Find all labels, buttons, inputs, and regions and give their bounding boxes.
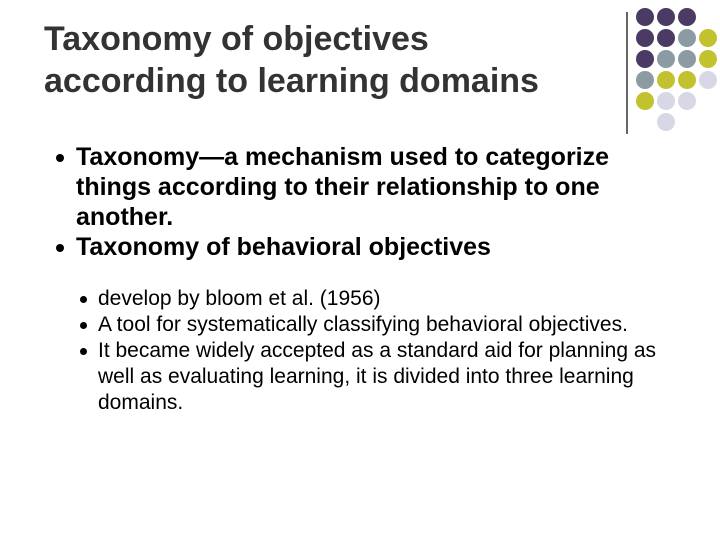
slide-title [44,18,624,102]
deco-dot-purple [636,50,654,68]
deco-dot-slate [678,50,696,68]
sub-bullet-item [78,338,678,416]
deco-dot-purple [636,8,654,26]
main-bullet-item [52,232,652,262]
main-bullet-text: Taxonomy—a mechanism used to categorize things according to their relationship to one another. [76,143,610,231]
sub-bullet-list [78,286,678,416]
bullet-dot-icon [56,154,64,162]
deco-dot-purple [678,8,696,26]
bullet-dot-icon [80,322,87,329]
sub-bullet-text: It became widely accepted as a standard aid for planning as well as evaluating learning, it is divided into three learning domains. [98,339,657,414]
title-line-2: according to learning domains [44,62,539,100]
sub-bullet-item [78,312,678,338]
deco-dot-slate [678,29,696,47]
deco-dot-olive [657,71,675,89]
deco-dot-lavender [657,113,675,131]
deco-dot-lavender [657,92,675,110]
title-line-1: Taxonomy of objectives [44,20,429,58]
main-bullet-item [52,142,652,232]
bullet-dot-icon [80,296,87,303]
deco-dot-lavender [678,92,696,110]
main-bullet-list [52,142,652,262]
deco-dot-purple [657,8,675,26]
deco-dot-olive [699,50,717,68]
main-bullet-text: Taxonomy of behavioral objectives [76,233,491,261]
deco-dot-lavender [699,71,717,89]
bullet-dot-icon [56,244,64,252]
deco-dot-olive [636,92,654,110]
sub-bullet-text: develop by bloom et al. (1956) [98,287,381,310]
deco-dot-purple [657,29,675,47]
sub-bullet-text: A tool for systematically classifying behavioral objectives. [98,313,628,336]
sub-bullet-item [78,286,678,312]
deco-dot-purple [636,29,654,47]
title-divider [626,12,628,134]
bullet-dot-icon [80,348,87,355]
deco-dot-olive [678,71,696,89]
deco-dot-slate [636,71,654,89]
deco-dot-slate [657,50,675,68]
deco-dot-olive [699,29,717,47]
